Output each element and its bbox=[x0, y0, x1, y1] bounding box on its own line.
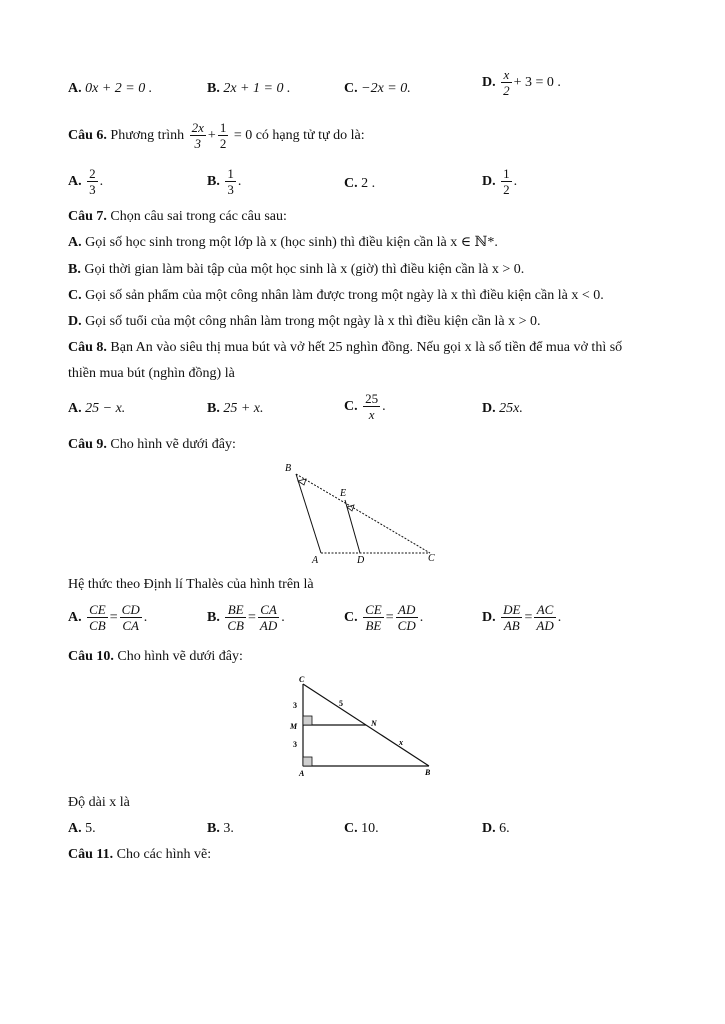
q9-vertex-b: B bbox=[285, 463, 292, 474]
q6-option-b: B. $\frac{1}{3}$ . bbox=[207, 166, 242, 197]
q7-question: Câu 7. Chọn câu sai trong các câu sau: bbox=[68, 209, 287, 224]
q10-vertex-b: B bbox=[425, 768, 431, 777]
q10-option-b: B. 3. bbox=[207, 821, 234, 836]
q9-question: Câu 9. Cho hình vẽ dưới đây: bbox=[68, 437, 236, 452]
q10-option-d: D. 6. bbox=[482, 821, 510, 836]
q10-question: Câu 10. Cho hình vẽ dưới đây: bbox=[68, 649, 243, 664]
q9-vertex-a: A bbox=[312, 555, 319, 566]
q9-option-a: A. $\frac{CE}{CB}$ = $\frac{CD}{CA}$ . bbox=[68, 602, 148, 633]
q10-vertex-m: M bbox=[290, 722, 298, 731]
q9-option-b: B. $\frac{BE}{CB}$ = $\frac{CA}{AD}$ . bbox=[207, 602, 285, 633]
q10-vertex-c: C bbox=[299, 675, 305, 684]
q6-option-d: D. $\frac{1}{2}$ . bbox=[482, 166, 518, 197]
q9-statement: Hệ thức theo Định lí Thalès của hình trên là bbox=[68, 577, 314, 592]
q10-statement: Độ dài x là bbox=[68, 795, 130, 810]
q9-vertex-e: E bbox=[340, 488, 347, 499]
q8-option-b: B. 25 + x. bbox=[207, 401, 264, 416]
q5-option-c: C. −2x = 0. bbox=[344, 81, 411, 96]
q10-length-cm: 3 bbox=[293, 701, 297, 710]
q10-option-a: A. 5. bbox=[68, 821, 96, 836]
q8-option-d: D. 25x. bbox=[482, 401, 523, 416]
q6-label: Câu 6. bbox=[68, 127, 107, 143]
q7-option-b: B. Gọi thời gian làm bài tập của một học sinh là x (giờ) thì điều kiện cần là x > 0. bbox=[68, 262, 525, 277]
q8-question-line2: thiền mua bút (nghìn đồng) là bbox=[68, 366, 235, 381]
q9-vertex-c: C bbox=[428, 553, 435, 564]
q8-option-a: A. 25 − x. bbox=[68, 401, 126, 416]
q7-option-d: D. Gọi số tuổi của một công nhân làm trong một ngày là x thì điều kiện cần là x > 0. bbox=[68, 314, 541, 329]
q8-option-c: C. $\frac{25}{x}$ . bbox=[344, 391, 386, 422]
q10-length-cn: 5 bbox=[339, 699, 343, 708]
q7-option-c: C. Gọi số sản phẩm của một công nhân làm được trong một ngày là x thì điều kiện cần là x < 0. bbox=[68, 288, 604, 303]
q6-question: Câu 6. Phương trình $\frac{2x}{3}$ + $\frac{1}{2}$ = 0 có hạng tử tự do là: bbox=[68, 120, 365, 151]
q5-option-d: D. $\frac{x}{2}$ + 3 = 0 . bbox=[482, 67, 561, 98]
q9-vertex-d: D bbox=[357, 555, 365, 566]
q5-option-a: A. 0x + 2 = 0 . bbox=[68, 81, 153, 96]
q10-option-c: C. 10. bbox=[344, 821, 379, 836]
q10-length-ma: 3 bbox=[293, 740, 297, 749]
q10-length-nb: x bbox=[399, 738, 403, 747]
q7-option-a: A. Gọi số học sinh trong một lớp là x (học sinh) thì điều kiện cần là x ∈ ℕ*. bbox=[68, 235, 498, 250]
q9-option-c: C. $\frac{CE}{BE}$ = $\frac{AD}{CD}$ . bbox=[344, 602, 424, 633]
q11-question: Câu 11. Cho các hình vẽ: bbox=[68, 847, 212, 862]
q9-figure bbox=[280, 462, 445, 568]
q10-vertex-a: A bbox=[299, 769, 305, 778]
q5-option-b: B. 2x + 1 = 0 . bbox=[207, 81, 291, 96]
q6-option-c: C. 2 . bbox=[344, 176, 376, 191]
q6-option-a: A. $\frac{2}{3}$ . bbox=[68, 166, 104, 197]
q10-vertex-n: N bbox=[371, 719, 377, 728]
q8-question: Câu 8. Bạn An vào siêu thị mua bút và vở hết 25 nghìn đồng. Nếu gọi x là số tiền để mua vở thì số bbox=[68, 340, 623, 355]
q9-option-d: D. $\frac{DE}{AB}$ = $\frac{AC}{AD}$ . bbox=[482, 602, 562, 633]
q10-figure bbox=[283, 674, 443, 784]
